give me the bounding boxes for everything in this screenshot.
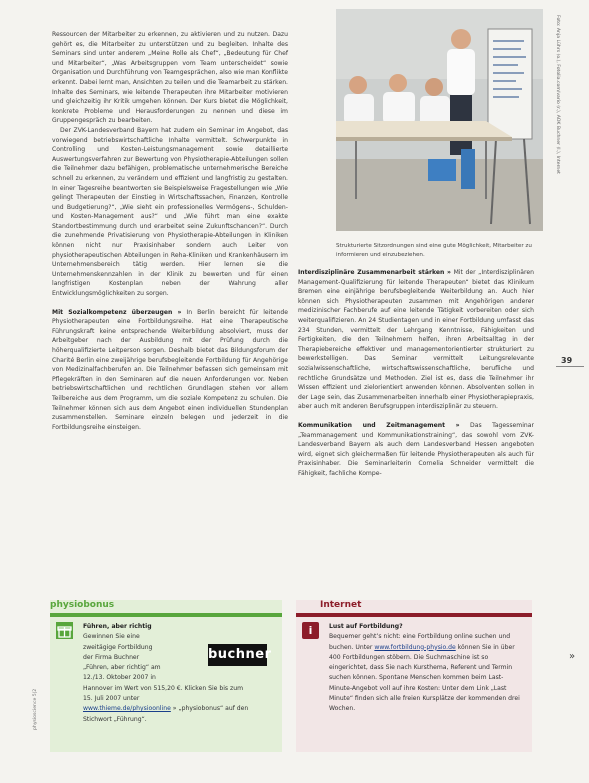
- physiobonus-text: [83, 622, 273, 725]
- page-number: 39: [561, 356, 573, 365]
- physiobonus-box: [50, 600, 282, 752]
- photo-credit-text: Foto: Anja Lührs (o.), Fotolia.com/vario (r.), AOK Buchner (l.), Internet: [555, 15, 560, 174]
- internet-text-before: Bequemer geht’s nicht: eine Fortbildung online suchen und buchen. Unter: [329, 633, 511, 651]
- paragraph: [298, 421, 534, 479]
- internet-band: [296, 613, 532, 617]
- physiobonus-line: Hannover im Wert von 515,20 €. Klicken Sie bis zum: [83, 684, 244, 692]
- paragraph-gap: [298, 412, 534, 421]
- info-icon: i: [302, 622, 319, 639]
- paragraph-text: Der ZVK-Landesverband Bayern hat zudem ein Seminar im Angebot, das vorwiegend betriebswirtschaftliche Inhalte vermittelt. Schwerpunkte in Controlling und Kosten-Leistungsmanagement sowie detaillierte Auswertungsverfahren zur Bewertung von Physiotherapie-Abteilungen sollen die Teilnehmer dazu befähigen, problematische unternehmerische Bereiche schnell zu erkennen, zu verändern und effizient und langfristig zu gestalten. In einer Tagesreihe beantworten sie Beispielsweise Fragestellungen wie „Wie gelingt Therapeuten der Einstieg in Wirtschaftssachen, Finanzen, Kontrolle und Budgetierung?“, „Wie sieht ein professionelles Vermögens-, Schulden- und Kosten-Management aus?“ und „Wie führt man eine exakte Standortbestimmung durch und erarbeitet seine Zukunftschancen?“. Durch die zunehmende Privatisierung von Physiotherapie-Abteilungen in Kliniken können nicht nur Praxisinhaber sondern auch Leiter von physiotherapeutischen Abteilungen in Reha-Kliniken und Krankenhäusern im Unternehmensbereich tätig werden. Hier lernen sie die Unternehmenskennzahlen in der Klinik zu bewerten und für einen langfristigen Kostenplan neben der Wahrung aller Entwicklungsmöglichkeiten zu sorgen.: [52, 126, 288, 298]
- side-footer-text: physioscience 5|2: [33, 688, 38, 730]
- continue-arrow-icon: »: [569, 651, 576, 662]
- paragraph-text: Mit der „Interdisziplinären Management-Qualifizierung für leitende Therapeuten“ bietet das Klinikum Bremen eine einjährige berufsbegleitende Weiterbildung an. Auch hier können sich Physiotherapeuten zusammen mit Angehörigen anderer medizinischer Fachberufe auf eine leitende Tätigkeit vorbereiten oder sich weiterqualifizieren. An 24 Studientagen und in einer Fortbildung umfasst das 234 Stunden, vermittelt der Lehrgang Kenntnisse, Fähigkeiten und Fertigkeiten, die den Teilnehmern helfen, ihren Arbeitsalltag in der Therapiebereiche effektiver und managementorientierter strukturiert zu bewerkstelligen. Das Seminar vermittelt Leitungsrelevante sozialwissenschaftliche, wirtschaftswissenschaftliche, berufliche und rechtliche Grundsätze und Methoden. Ziel ist es, dass die Teilnehmer ihr Wissen effizient und zielorientiert anwenden können. Absolventen sollen in der Lage sein, das Zusammenarbeiten innerhalb einer Physiotherapiepraxis, aber auch mit anderen Berufsgruppen interdisziplinär zu steuern.: [298, 269, 534, 411]
- paragraph: [298, 268, 534, 412]
- left-text-column: [52, 30, 288, 432]
- physiobonus-title: physiobonus: [50, 600, 115, 610]
- paragraph: [52, 30, 288, 126]
- paragraph-lead: Mit Sozialkompetenz überzeugen »: [52, 308, 182, 316]
- internet-box: [296, 600, 532, 752]
- internet-text-after: können Sie in über 400 Fortbildungen stöbern. Die Suchmaschine ist so eingerichtet, dass Sie nach Kursthema, Referent und Termin suchen können. Spontane Menschen kommen beim Last-Minute-Angebot voll auf ihre Kosten: Unter dem Link „Last Minute“ finden sich alle freien Kursplätze der kommenden drei Wochen.: [329, 643, 520, 713]
- paragraph: [52, 308, 288, 433]
- paragraph-text: Das Tagesseminar „Teammanagement und Kommunikationstraining“, das sowohl vom ZVK-Landesverband Bayern als auch dem Landesverband Hessen angeboten wird, eignet sich gleichermaßen für leitende Physiotherapeuten als auch für Praxisinhaber. Die Seminarleiterin Cornelia Schneider vermittelt die Fähigkeit, fachliche Kompe-: [298, 421, 534, 477]
- internet-heading: Lust auf Fortbildung?: [329, 623, 403, 630]
- physiobonus-line: Gewinnen Sie eine: [83, 633, 140, 641]
- paragraph-lead: Interdisziplinäre Zusammenarbeit stärken »: [298, 269, 451, 276]
- paragraph-text: Ressourcen der Mitarbeiter zu erkennen, zu aktivieren und zu nutzen. Dazu gehört es, die Mitarbeiter zu unterstützen und zu begleiten. Inhalte des Seminars sind unter anderem „Meine Rolle als Chef“, „Bedeutung für Chef und Mitarbeiter“, „Was Arbeitsgruppen vom Team unterscheidet“ sowie Organisation und Durchführung von Teamgesprächen, also wie man Konflikte erkennt. Dabei lernt man, Ansichten zu teilen und die Teamarbeit zu stärken. Inhalte des Seminars, wie leitende Therapeuten ihre Mitarbeiter motivieren und gleichzeitig ihr Kritik umgehen können. Der Kurs bietet die Möglichkeit, konkrete Probleme und Herausforderungen zu nennen und diese im Gruppengespräch zu bearbeiten.: [52, 31, 288, 125]
- page-number-rule: [556, 366, 584, 367]
- internet-body: [329, 632, 524, 714]
- team-meeting-photo: [336, 9, 543, 231]
- physiobonus-heading: Führen, aber richtig: [83, 623, 152, 630]
- fortbildung-link[interactable]: www.fortbildung-physio.de: [374, 643, 456, 651]
- buchner-logo: buchner: [208, 644, 267, 666]
- paragraph-gap: [52, 299, 288, 308]
- paragraph-text: In Berlin bereicht für leitende Physiotherapeuten eine Fortbildungsreihe. Hat eine Therapeutische Führungskraft keine entsprechende Weiterbildung absolviert, muss der Arbeitgeber nach der Ausbildung mit der Prüfung durch die höherqualifizierte Leitperson sorgen. Deshalb bietet das Bildungsforum der Charité Berlin eine zweijährige berufsbegleitende Fortbildung für Angehörige von Medizinalfachberufen an. Die Teilnehmer befassen sich gemeinsam mit Pflegekräften in den Seminaren auf die neuen Anforderungen vor. Neben betriebswirtschaftlichen und rechtlichen Grundlagen stehen vor allem Teilbereiche aus dem Programm, um die soziale Kompetenz zu schulen. Die Teilnehmer können sich aus dem Angebot einen individuellen Stundenplan zusammenstellen. Seminare einzeln belegen und jederzeit in die Fortbildungsreihe einsteigen.: [52, 308, 288, 431]
- physiobonus-link[interactable]: www.thieme.de/physioonline: [83, 705, 171, 713]
- physiobonus-line: zweitägige Fortbildung: [83, 643, 153, 651]
- photo-credit: [552, 15, 560, 235]
- physiobonus-line: der Firma Buchner: [83, 653, 140, 661]
- physiobonus-line: „Führen, aber richtig“ am: [83, 664, 161, 672]
- paragraph-lead: Kommunikation und Zeitmanagement »: [298, 421, 460, 429]
- paragraph: [52, 126, 288, 299]
- physiobonus-line: 15. Juli 2007 unter: [83, 695, 140, 703]
- physiobonus-link-line: [83, 704, 273, 725]
- internet-text: [329, 622, 524, 715]
- physiobonus-band: [50, 613, 282, 617]
- side-footer: [33, 660, 41, 730]
- section-brand: [564, 80, 586, 200]
- physiobonus-line: 12./13. Oktober 2007 in: [83, 674, 156, 682]
- gift-icon: [56, 622, 73, 639]
- physiobonus-tail: » „physiobonus“ auf den Stichwort „Führung“.: [83, 705, 249, 723]
- internet-title: Internet: [320, 600, 362, 610]
- photo-caption: Strukturierte Sitzordnungen sind eine gute Möglichkeit, Mitarbeiter zu informieren und einzubeziehen.: [336, 243, 532, 258]
- right-text-column: [298, 268, 534, 478]
